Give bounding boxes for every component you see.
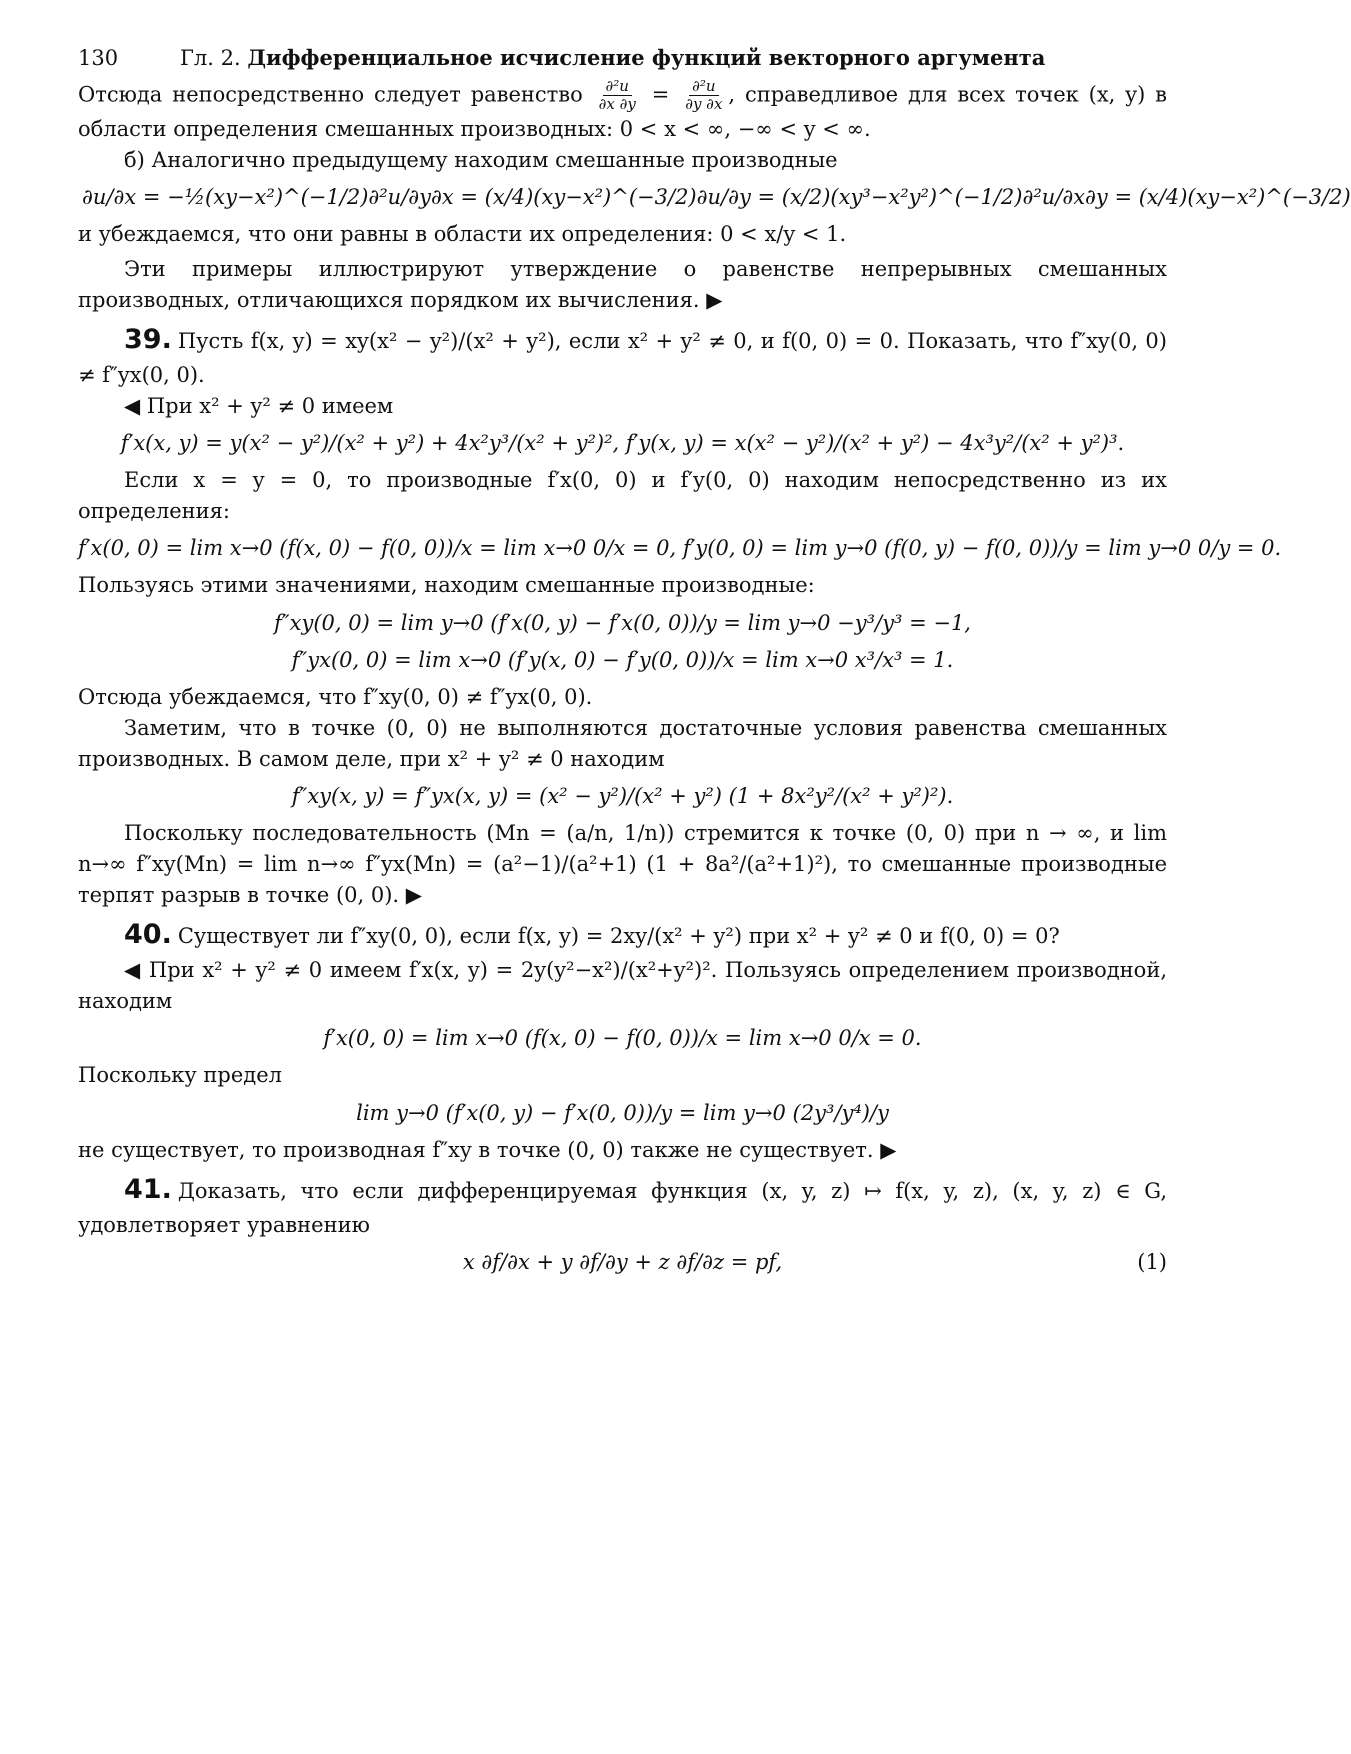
display-equation-40b: lim y→0 (f′x(0, y) − f′x(0, 0))/y = lim y→0 (2y³/y⁴)/y	[356, 1100, 889, 1125]
display-equation-39c1: f″xy(0, 0) = lim y→0 (f′x(0, y) − f′x(0, 0))/y = lim y→0 −y³/y³ = −1,	[274, 610, 971, 635]
display-equation-39c2: f″yx(0, 0) = lim x→0 (f′y(x, 0) − f′y(0, 0))/x = lim x→0 x³/x³ = 1.	[291, 647, 954, 672]
paragraph-39e: Заметим, что в точке (0, 0) не выполняются достаточные условия равенства смешанных производных. В самом деле, при x² + y² ≠ 0 находим	[78, 715, 1167, 771]
problem-41: 41. Доказать, что если дифференцируемая функция (x, y, z) ↦ f(x, y, z), (x, y, z) ∈ G, удовлетворяет уравнению	[78, 1173, 1167, 1237]
end-proof-icon: ▶	[706, 287, 723, 312]
display-equation-39b: f′x(0, 0) = lim x→0 (f(x, 0) − f(0, 0))/x = lim x→0 0/x = 0, f′y(0, 0) = lim y→0 (f(0, y) − f(0, 0))/y = lim y→0 0/y = 0.	[78, 536, 1282, 561]
equation: ∂²u/∂x∂y = (x/4)(xy−x²)^(−3/2)	[1022, 184, 1351, 209]
paragraph-2: б) Аналогично предыдущему находим смешанные производные	[124, 147, 838, 172]
paragraph-39a: ◀ При x² + y² ≠ 0 имеем	[124, 394, 394, 419]
fraction: $\frac{\text{∂²u}}{\partial y \partial x}$	[685, 77, 723, 114]
equation: ∂u/∂y = (x/2)(xy³−x²y²)^(−1/2)	[696, 184, 1023, 209]
equation-number: (1)	[1137, 1249, 1167, 1274]
fraction: $\frac{\text{∂²u}}{\partial x \partial y}$	[598, 77, 636, 114]
display-equation-40a: f′x(0, 0) = lim x→0 (f(x, 0) − f(0, 0))/x = lim x→0 0/x = 0.	[323, 1026, 922, 1051]
display-equation-41	[78, 1247, 1167, 1278]
problem-number: 41.	[124, 1173, 172, 1205]
problem-40: 40. Существует ли f″xy(0, 0), если f(x, y) = 2xy/(x² + y²) при x² + y² ≠ 0 и f(0, 0) = 0?	[124, 919, 1060, 951]
running-header	[78, 42, 1167, 74]
begin-proof-icon: ◀	[124, 394, 141, 419]
display-equation-b	[78, 182, 1351, 213]
paragraph-39b: Если x = y = 0, то производные f′x(0, 0) и f′y(0, 0) находим непосредственно из их определения:	[78, 468, 1167, 524]
display-equation-39a: f′x(x, y) = y(x² − y²)/(x² + y²) + 4x²y³/(x² + y²)², f′y(x, y) = x(x² − y²)/(x² + y²) − 4x³y²/(x² + y²)³.	[120, 431, 1125, 456]
equation: ∂u/∂x = −½(xy−x²)^(−1/2)	[82, 184, 369, 209]
begin-proof-icon: ◀	[124, 958, 142, 983]
display-equation-39e: f″xy(x, y) = f″yx(x, y) = (x² − y²)/(x² + y²) (1 + 8x²y²/(x² + y²)²).	[291, 783, 954, 808]
paragraph-39c: Пользуясь этими значениями, находим смешанные производные:	[78, 573, 815, 598]
running-title: Гл. 2. Дифференциальное исчисление функций векторного аргумента	[180, 45, 1046, 70]
paragraph-39f: Поскольку последовательность (Mn = (a/n, 1/n)) стремится к точке (0, 0) при n → ∞, и lim n→∞ f″xy(Mn) = lim n→∞ f″yx(Mn) = (a²−1)/(a²+1) (1 + 8a²/(a²+1)²), то смешанные производные терпят разрыв в точке (0, 0). ▶	[78, 821, 1167, 908]
paragraph-3: и убеждаемся, что они равны в области их определения: 0 < x/y < 1.	[78, 221, 847, 246]
paragraph-4: Эти примеры иллюстрируют утверждение о равенстве непрерывных смешанных производных, отличающихся порядком их вычисления. ▶	[78, 256, 1167, 312]
paragraph-40a: ◀ При x² + y² ≠ 0 имеем f′x(x, y) = 2y(y²−x²)/(x²+y²)². Пользуясь определением производной, находим	[78, 958, 1167, 1014]
problem-number: 40.	[124, 919, 172, 951]
equation: ∂²u/∂y∂x = (x/4)(xy−x²)^(−3/2)	[368, 184, 697, 209]
problem-39: 39. Пусть f(x, y) = xy(x² − y²)/(x² + y²), если x² + y² ≠ 0, и f(0, 0) = 0. Показать, что f″xy(0, 0) ≠ f″yx(0, 0).	[78, 324, 1167, 387]
end-proof-icon: ▶	[880, 1137, 897, 1162]
problem-number: 39.	[124, 324, 172, 356]
paragraph-39d: Отсюда убеждаемся, что f″xy(0, 0) ≠ f″yx(0, 0).	[78, 684, 593, 709]
equation: x ∂f/∂x + y ∂f/∂y + z ∂f/∂z = pf,	[462, 1249, 783, 1274]
page-number: 130	[78, 46, 119, 70]
paragraph-40b: Поскольку предел	[78, 1063, 282, 1088]
paragraph-1: Отсюда непосредственно следует равенство $\frac{\text{∂²u}}{\partial x \partial y}$ = $\frac{\text{∂²u}}{\partial y \partial x}$ , справедливое для всех точек (x, y) в области определения смешанных производных: 0 < x < ∞, −∞ < y < ∞.	[78, 77, 1167, 141]
end-proof-icon: ▶	[405, 883, 422, 908]
paragraph-40c: не существует, то производная f″xy в точке (0, 0) также не существует. ▶	[78, 1137, 897, 1162]
